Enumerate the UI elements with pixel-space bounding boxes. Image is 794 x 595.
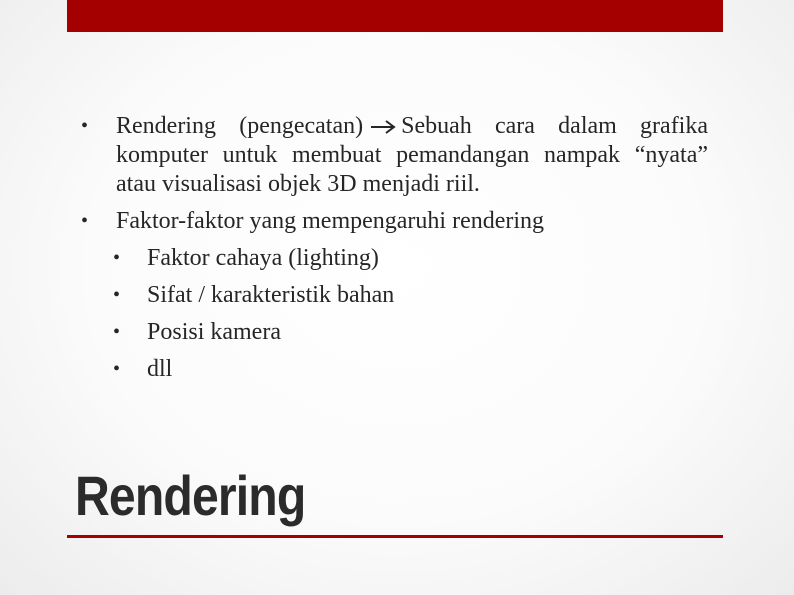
bullet-dot: • (113, 284, 121, 306)
bullet-rendering-definition (78, 112, 708, 199)
sub-bullet-material (78, 281, 708, 310)
bullet-dot: • (113, 358, 121, 380)
sub-bullet-text: Posisi kamera (147, 319, 281, 345)
bullet-term: Rendering (pengecatan) (116, 113, 364, 139)
bullet-definition: Sebuah cara dalam grafika komputer untuk membuat pemandangan nampak “nyata” atau visualisasi objek 3D menjadi riil. (116, 113, 709, 197)
bullet-text (116, 112, 708, 199)
sub-bullet-camera (78, 318, 708, 347)
bullet-text: Faktor-faktor yang mempengaruhi rendering (116, 208, 545, 234)
right-arrow-icon (369, 119, 397, 135)
bullet-dot: • (81, 210, 89, 232)
title-underline (67, 535, 723, 538)
sub-bullet-etc (78, 355, 708, 384)
slide-title: Rendering (75, 464, 306, 527)
bullet-dot: • (113, 321, 121, 343)
sub-bullet-lighting (78, 244, 708, 273)
bullet-factors (78, 207, 708, 236)
bullet-dot: • (113, 247, 121, 269)
sub-bullet-text: dll (147, 356, 173, 382)
sub-bullet-text: Sifat / karakteristik bahan (147, 282, 395, 308)
slide-body (78, 112, 708, 384)
sub-bullet-text: Faktor cahaya (lighting) (147, 245, 379, 271)
top-accent-bar (67, 0, 723, 32)
bullet-dot: • (81, 115, 89, 137)
